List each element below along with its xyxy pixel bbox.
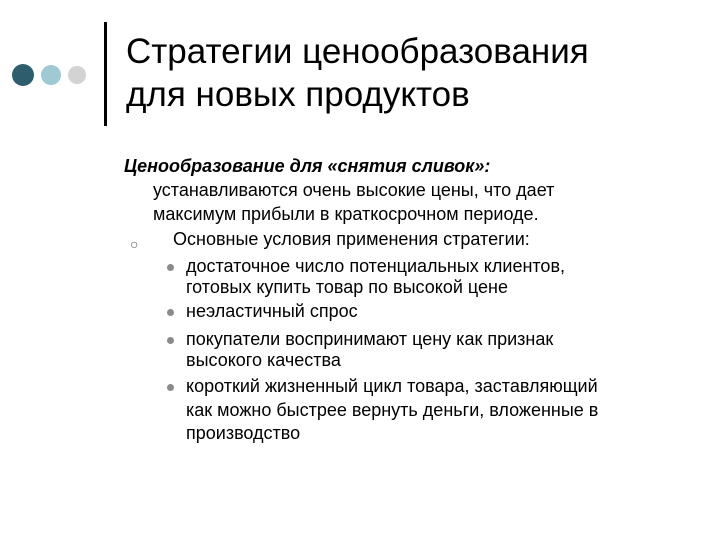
open-circle-bullet-icon: ○ <box>130 236 139 252</box>
description-line-2: максимум прибыли в краткосрочном периоде. <box>153 204 539 224</box>
title-line-2: для новых продуктов <box>126 75 470 114</box>
filled-circle-bullet-icon <box>167 384 174 391</box>
slide-title <box>126 30 706 116</box>
title-divider <box>104 22 107 126</box>
decor-dot-dark <box>12 64 34 86</box>
condition-4-line-2: как можно быстрее вернуть деньги, вложенные в <box>186 400 599 420</box>
condition-3-line-2: высокого качества <box>186 350 341 370</box>
lead-heading: Ценообразование для «снятия сливок»: <box>124 156 491 176</box>
decor-dot-light <box>41 65 61 85</box>
filled-circle-bullet-icon <box>167 337 174 344</box>
condition-4-line-3: производство <box>186 423 301 443</box>
conditions-heading: Основные условия применения стратегии: <box>173 229 530 249</box>
condition-3-line-1: покупатели воспринимают цену как признак <box>186 329 554 349</box>
filled-circle-bullet-icon <box>167 264 174 271</box>
description-line-1: устанавливаются очень высокие цены, что дает <box>153 180 555 200</box>
condition-1-line-1: достаточное число потенциальных клиентов, <box>186 256 566 276</box>
condition-4-line-1: короткий жизненный цикл товара, заставляющий <box>186 376 598 396</box>
filled-circle-bullet-icon <box>167 309 174 316</box>
decor-dot-grey <box>68 66 86 84</box>
condition-2-line-1: неэластичный спрос <box>186 301 358 321</box>
title-line-1: Стратегии ценообразования <box>126 32 589 71</box>
condition-1-line-2: готовых купить товар по высокой цене <box>186 277 508 297</box>
